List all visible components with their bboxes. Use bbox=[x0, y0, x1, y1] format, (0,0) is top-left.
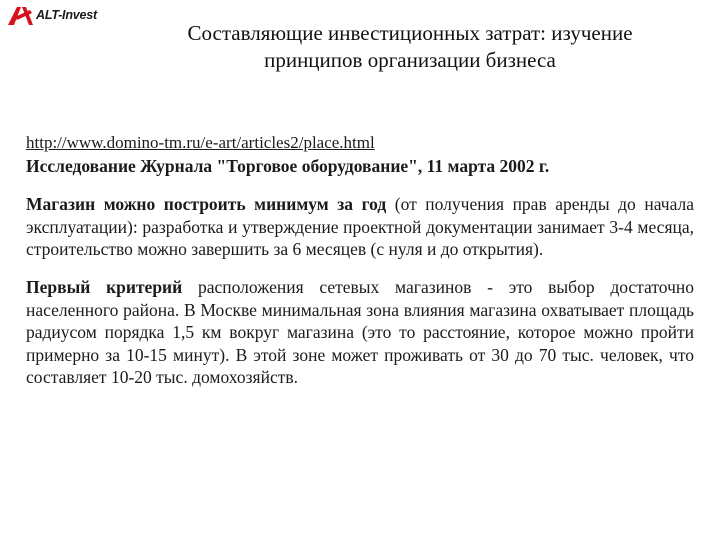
paragraph-1-text: (от получения прав аренды до начала эксплуатации): разработка и утверждение проектной документации занимает 3-4 месяца, строительство можно завершить за 6 месяцев (с нуля и до открытия). bbox=[26, 194, 694, 260]
slide-title: Составляющие инвестиционных затрат: изучение принципов организации бизнеса bbox=[187, 21, 633, 72]
alt-invest-logo-icon bbox=[6, 4, 36, 26]
paragraph-2-lead: Первый критерий bbox=[26, 276, 183, 297]
logo bbox=[6, 4, 97, 26]
logo-text: ALT-Invest bbox=[36, 8, 97, 22]
paragraph-1-lead: Магазин можно построить минимум за год bbox=[26, 194, 387, 215]
paragraph-2 bbox=[26, 276, 694, 389]
source-link[interactable]: http://www.domino-tm.ru/e-art/articles2/place.html bbox=[26, 133, 375, 152]
study-line: Исследование Журнала "Торговое оборудование", 11 марта 2002 г. bbox=[26, 155, 550, 176]
paragraph-1 bbox=[26, 193, 694, 261]
content bbox=[26, 132, 694, 389]
paragraph-2-text: расположения сетевых магазинов - это выбор достаточно населенного района. В Москве минимальная зона влияния магазина охватывает площадь радиусом порядка 1,5 км вокруг магазина (это то расстояние, которое можно пройти примерно за 10-15 минут). В этой зоне может проживать от 30 до 70 тыс. человек, что составляет 10-20 тыс. домохозяйств. bbox=[26, 276, 694, 388]
